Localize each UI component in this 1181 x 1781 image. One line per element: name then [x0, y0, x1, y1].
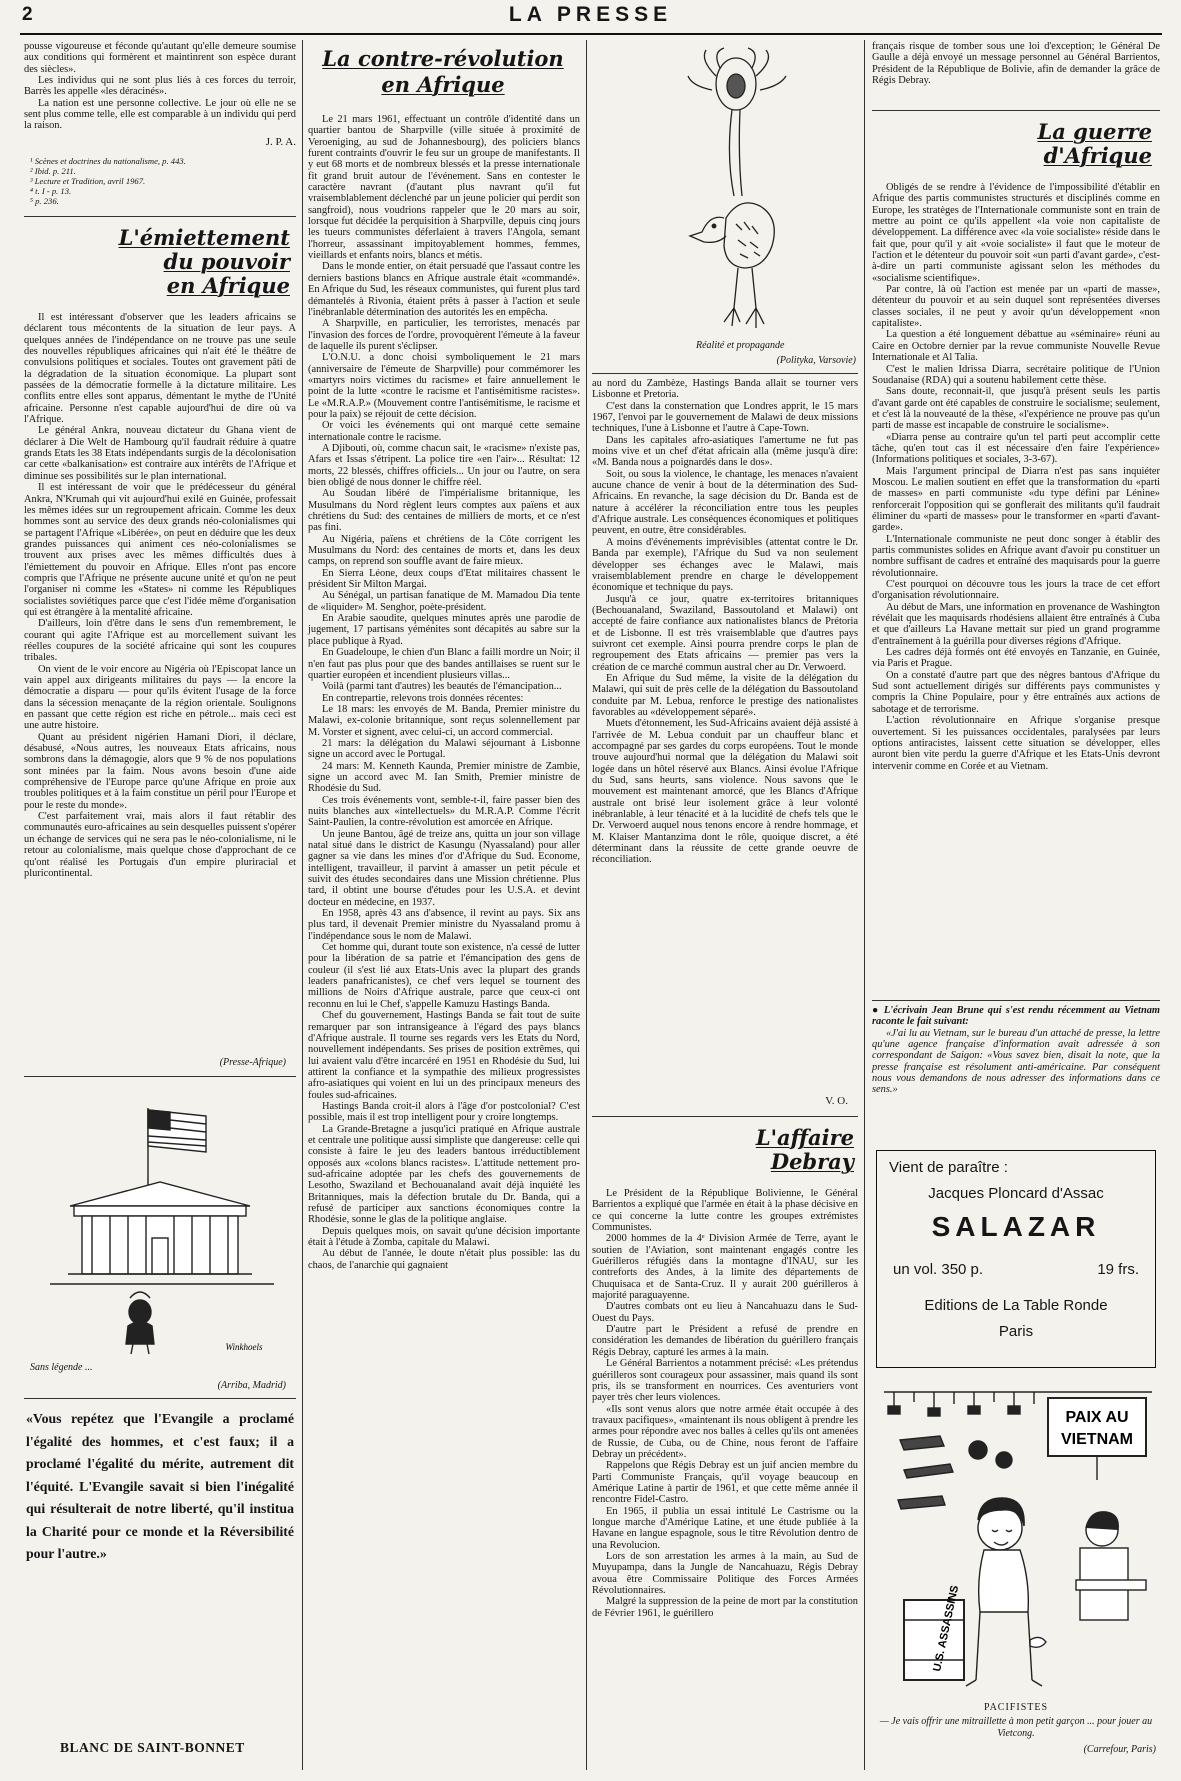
section-divider: [872, 110, 1160, 111]
ad-book-title: SALAZAR: [931, 1211, 1101, 1242]
footnotes: ¹ Scènes et doctrines du nationalisme, p. 443. ² Ibid. p. 211. ³ Lecture et Tradition, avril 1967. ⁴ t. I - p. 13. ⁵ p. 236.: [30, 156, 186, 206]
column-rule: [586, 40, 587, 1770]
cartoon-peacock-bird: [640, 46, 820, 346]
guerre-headline: La guerre d'Afrique: [1037, 119, 1152, 168]
article-signature: J. P. A.: [265, 136, 296, 148]
brune-note: ● L'écrivain Jean Brune qui s'est rendu récemment au Vietnam raconte le fait suivant: «J'ai lu au Vietnam, sur le bureau d'un attaché de presse, la lettre qu'une agence française d'information avait adressée à son correspondant de Saigon: «Vous savez bien, disait la note, que la presse française est résolument anti-américaine. Par conséquent nous vous demandons de nous adresser des informations dans ce sens.»: [872, 1005, 1160, 1096]
cartoon-right-source: (Carrefour, Paris): [1083, 1744, 1156, 1755]
section-divider: [24, 1398, 296, 1399]
cartoon-left-signature: Winkhoels: [225, 1342, 263, 1352]
section-divider: [872, 1000, 1160, 1001]
page-number: 2: [22, 4, 33, 25]
cartoon-sign-line2: VIETNAM: [1061, 1431, 1133, 1448]
cartoon-sign-line1: PAIX AU: [1065, 1409, 1129, 1426]
masthead-title: LA PRESSE: [508, 3, 673, 26]
guerre-body: Obligés de se rendre à l'évidence de l'impossibilité d'établir en Afrique des partis communistes structurés et disciplinés comme en Europe, les stratèges de l'Internationale communiste sont en train de mettre au point ce qu'ils appellent «la voie non capitaliste de développement. La différence avec «la voie socialiste» réside dans le fait que, pour qu'il y ait «voie socialiste» il faut que le moteur de l'action et le détenteur du pouvoir soit «un parti d'avant garde», c'est-à-dire un parti communiste agissant selon les méthodes du «socialisme scientifique». Par contre, là où l'action est menée par un «parti de masse», détenteur du pouvoir et au sein duquel sont représentées diverses classes sociales, il ne peut y avoir qu'un développement «non capitaliste». La question a été longuement débattue au «séminaire» réuni au Caire en Octobre dernier par la revue communiste Nouvelle Revue Internationale et Al Talia. C'est le malien Idrissa Diarra, secrétaire politique de l'Union Soudanaise (RDA) qui a soutenu habilement cette thèse. Sans doute, reconnait-il, que jusqu'à présent seuls les partis d'avant garde ont été capables de construire le socialisme; seulement, et c'est là la nouveauté de la thèse, «l'expérience ne prouve pas qu'un parti de masse est incapable de construire le socialisme». «Diarra pense au contraire qu'un tel parti peut accomplir cette tâche, qu'en tout cas il est nécessaire d'en faire l'expérience» (Informations politiques et sociales, 3-3-67). Mais l'argument principal de Diarra n'est pas sans inquiéter Moscou. Le malien soutient en effet que la transformation du «parti de masses» en parti communiste «du type défini par Lénine» renforcerait l'opposition qui se gonflerait des militants qu'il faudrait éliminer du «parti de masses» pour le transformer en «parti d'avant-garde». L'Internationale communiste ne peut donc songer à établir des partis communistes solides en Afrique avant d'avoir pu constituer un nombre suffisant de cadres et entraîné des maquisards pour la guerre révolutionnaire. C'est pourquoi on découvre tous les jours la trace de cet effort d'organisation révolutionnaire. Au début de Mars, une information en provenance de Washington révélait que les maquisards rhodésiens allaient être entraînés à Cuba et que d'ailleurs La Havane mettait sur pied un grand programme d'entraînement à la guérilla pour diverses régions d'Afrique. Les cadres déjà formés ont été envoyés en Tanzanie, en Guinée, via Paris et Prague. On a constaté d'autre part que des nègres bantous d'Afrique du Sud sont actuellement dirigés sur différents pays communistes y compris la Chine Populaire, pour y être entraînés aux actions de sabotage et de terrorisme. L'action révolutionnaire en Afrique s'organise presque ouvertement. Si les puissances occidentales, paralysées par leurs options antiracistes, laissent cette situation se développer, elles auront bien vite perdu la guerre d'Afrique et les Etats-Unis devront intervenir comme en Corée et au Vietnam.: [872, 182, 1160, 772]
article-continuation: pousse vigoureuse et féconde qu'autant qu'elle demeure soumise aux conditions qui formèrent et maintinrent son espèce durant des siècles». Les individus qui ne sont plus liés à ces forces du terroir, Barrès les appelle «les déracinés». La nation est une personne collective. Le jour où elle ne se sent plus comme telle, elle est comparable à un individu qui perd la raison.: [24, 41, 296, 132]
cartoon-crate-text: U.S. ASSASSINS: [931, 1584, 962, 1673]
cartoon-right-title: PACIFISTES: [983, 1702, 1049, 1713]
contre-revolution-continuation: au nord du Zambèze, Hastings Banda allait se tourner vers Lisbonne et Pretoria. C'est dans la consternation que Londres apprit, le 15 mars 1967, l'envoi par le gouvernement de Malawi de deux missions techniques, l'une à Lisbonne et l'autre à Cape-Town. Dans les capitales afro-asiatiques l'amertume ne fut pas moins vive et un chef d'état africain alla (même jusqu'à dire: «M. Banda nous a poignardés dans le dos». Soit, ou sous la violence, le chantage, les menaces n'avaient aucune chance de venir à bout de la détermination des Sud-Africains. En revanche, la sage décision du Dr. Banda est de nature à accélérer la réconciliation entre tous les peuples d'Afrique australe. Les conséquences économiques et politiques peuvent, en outre, être considérables. A moins d'événements imprévisibles (attentat contre le Dr. Banda par exemple), l'Afrique du Sud va non seulement développer ses échanges avec le Malawi, mais vraisemblablement prendre en charge le développement économique et technique du pays. Jusqu'à ce jour, quatre ex-territoires britanniques (Bechouanaland, Swaziland, Bassoutoland et Malawi) ont accepté de faire confiance aux nationalistes blancs de Prétoria et de Lisbonne. Il est très vraisemblable que d'autres pays suivront cet exemple. Ainsi pourra prendre corps le plan de regroupement des Etats africains — premier pas vers la création de ce marché commun austral cher au Dr. Verwoerd. En Afrique du Sud même, la visite de la délégation du Malawi, qui suit de près celle de la délégation du Bassoutoland conduite par M. Lebua, renforce le prestige des nationalistes favorables au «développement séparé». Muets d'étonnement, les Sud-Africains avaient déjà assisté à l'arrivée de M. Lebua conduit par un chauffeur blanc et accompagné par ses gardes du corps européens. Tout le monde trouve aujourd'hui normal que la délégation du Malawi soit logée dans un hôtel réservé aux Blancs. Ainsi évolue l'Afrique du Sud, sans heurts, sans violence. Nous savons que le mouvement est maintenant amorcé, que les Blancs d'Afrique australe ont brisé leur isolement grâce à leur volonté inébranlable, à leur ténacité et à la lucidité de chefs tels que le Dr. Verwoerd auquel nous tenons encore à rendre hommage, et M. Klaiser Mantanzima dont le rôle, quoique discret, a été déterminant dans la réussite de cette grande oeuvre de réconciliation.: [592, 378, 858, 866]
cartoon-left-source: (Arriba, Madrid): [217, 1380, 286, 1391]
emiettement-source: (Presse-Afrique): [219, 1057, 286, 1068]
emiettement-body: Il est intéressant d'observer que les leaders africains se déclarent tous mécontents de la situation de leur pays. A quelques années de l'indépendance on ne trouve pas une seule des nouvelles républiques africaines qui n'ait été le théâtre de convulsions politiques et sociales. Toutes ont gravement pâti de la dégradation de la situation économique. La plupart sont passées de la démocratie formelle à la dictature militaire. Les conflits entre elles sont apparus, démentant le mythe de l'Unité africaine. Personne n'est capable aujourd'hui de dire où va l'Afrique. Le général Ankra, nouveau dictateur du Ghana vient de déclarer à Die Welt de Hambourg qu'il faudrait réduire à quatre grands Etats les 38 Etats indépendants surgis de la décolonisation car cette «balkanisation» est contraire aux intérêts de l'Afrique et diminue ses possibilités sur le plan international. Il est intéressant de voir que le prédécesseur du général Ankra, N'Krumah qui vit aujourd'hui exilé en Guinée, professait les mêmes idées sur un regroupement africain. Comme les deux hommes sont au service des deux grands néo-colonialismes qui se partagent l'Afrique «Libérée», on peut en déduire que les deux grandes puissances qui animent ces néo-colonialismes se trouvent aux prises avec les mêmes difficultés dues à l'émiettement du pouvoir en Afrique. Elles n'ont pas encore compris que l'Afrique ne présente aucune unité et qu'on ne peut l'organiser ni comme les «States» ni comme les Républiques socialistes soviétiques parce que c'est l'idée même d'organisation qui est étrangère à la mentalité africaine. D'ailleurs, loin d'être dans le sens d'un remembrement, le courant qui agite l'Afrique est au morcellement suivant les réelles coupures de la société africaine qui sont les coupures tribales. On vient de le voir encore au Nigéria où l'Episcopat lance un vain appel aux dirigeants militaires du pays — la encore la démocratie a disparu — pour qu'ils évitent l'usage de la force dans la sécession menaçante de la région orientale. Soulignons en passant que cette région est riche en pétrole... mais ceci est une autre histoire. Quant au président nigérien Hamani Diori, il déclare, désabusé, «Nous autres, les nouveaux Etats africains, nous sombrons dans la démagogie, alors que 9 % de nos populations sont minées par la faim. Nous avons besoin d'une aide compréhensive de l'Europe parce qu'une Afrique en proie aux troubles politiques et à la faim constitue un péril pour l'Europe et pour le reste du monde». C'est parfaitement vrai, mais alors il faut rétablir des communautés euro-africaines au sein desquelles puissent s'opérer un échange de services qui ne sera pas le néo-colonialisme, ni le retour au colonialisme, mais quelque chose d'approchant de ce qu'ont réalisé les Portugais d'un empire pluriracial et pluricontinental.: [24, 312, 296, 879]
debray-body: Le Président de la République Bolivienne, le Général Barrientos a expliqué que l'armée en était à la phase décisive en ce qui concerne la lutte contre les groupes extrémistes Communistes. 2000 hommes de la 4ᵉ Division Armée de Terre, ayant le soutien de l'Aviation, sont maintenant engagés contre les Guérilleros réfugiés dans la montagne d'INAU, sur les contreforts des Andes, à la limite des départements de Chuquisaca et de Santa-Cruz. Il y aurait 200 guérilleros à majorité paraguayenne. D'autres combats ont eu lieu à Nancahuazu dans le Sud-Ouest du Pays. D'autre part le Président a refusé de prendre en considération les demandes de libération du guérillero français Régis Debray, capturé les armes à la main. Le Général Barrientos a notamment précisé: «Les prétendus guérilleros sont courageux pour assassiner, mais quand ils sont pris, ils se transforment en nourrices. Ces aventuriers vont payer très cher leurs violences. «Ils sont venus alors que notre armée était occupée à des travaux pacifiques», «maintenant ils nous obligent à prendre les armes pour répondre avec nos balles à celles qu'ils ont amenées de Russie, de Cuba, ou de Chine, nous feront de l'affaire Debray un précédent». Rappelons que Régis Debray est un juif ancien membre du Parti Communiste Français, qu'il voyage beaucoup en Amérique Latine à partir de 1961, et que cette même année il rencontre Fidel-Castro. En 1965, il publia un essai intitulé Le Castrisme ou la longue marche d'Amérique Latine, et une étude publiée à la Havane en langue espagnole, sous le titre Révolution dentro de una Revolucion. Lors de son arrestation les armes à la main, au Sud de Muyupampa, dans la Jungle de Nancahuazu, Régis Debray avoua être Commissaire Politique des Forces Armées Révolutionnaires. Malgré la suppression de la peine de mort par la constitution de Février 1961, le guérillero: [592, 1188, 858, 1619]
ad-price: 19 frs.: [1097, 1261, 1139, 1278]
ad-publisher: Editions de La Table Ronde: [924, 1297, 1108, 1314]
masthead-rule: [20, 33, 1162, 35]
book-advertisement: [876, 1150, 1156, 1368]
quote-box: [26, 1408, 294, 1566]
cartoon-pacifists: [880, 1380, 1156, 1698]
emiettement-headline: L'émiettement du pouvoir en Afrique: [118, 225, 290, 298]
column-rule: [864, 40, 865, 1770]
ad-line1: Vient de paraître :: [889, 1159, 1008, 1176]
quote-author: BLANC DE SAINT-BONNET: [60, 1740, 245, 1755]
ad-format: un vol. 350 p.: [893, 1261, 984, 1278]
section-divider: [592, 1116, 858, 1117]
cartoon-center-caption: Réalité et propagande: [696, 340, 785, 351]
column-rule: [302, 40, 303, 1770]
section-divider: [24, 1076, 296, 1077]
debray-continuation: français risque de tomber sous une loi d'exception; le Général De Gaulle a déjà envoyé un message personnel au Général Barrientos, Président de la République de Bolivie, afin de demander la grâce de Régis Debray.: [872, 41, 1160, 87]
contre-revolution-signature: V. O.: [825, 1095, 848, 1107]
ad-author: Jacques Ploncard d'Assac: [928, 1185, 1104, 1202]
ad-city: Paris: [998, 1323, 1034, 1340]
cartoon-white-house: [30, 1086, 292, 1356]
cartoon-right-caption: — Je vais offrir une mitraillette à mon petit garçon ... pour jouer au Vietcong.: [879, 1716, 1153, 1739]
section-divider: [592, 373, 858, 374]
cartoon-center-source: (Polityka, Varsovie): [776, 355, 856, 366]
section-divider: [24, 216, 296, 217]
quote-text: «Vous repétez que l'Evangile a proclamé l'égalité des hommes, et c'est faux; il a proclamé l'égalité du mérite, autrement dit l'équité. L'Evangile savait si bien l'inégalité qui résulterait de notre liberté, qu'il institua la Charité pour ce monde et la Réversibilité pour l'autre.»: [26, 1411, 294, 1561]
debray-headline: L'affaire Debray: [755, 1125, 854, 1174]
contre-revolution-body: Le 21 mars 1961, effectuant un contrôle d'identité dans un quartier bantou de Sharpville (ville située à proximité de Veroeniging, au sud de Johannesbourg), des policiers blancs furent contraints d'ouvrir le feu sur un groupe de manifestants. Il y eut 68 morts et de nombreux blessés et la presse internationale fit grand bruit autour de l'événement. Sans en contester le caractère navrant (d'autant plus navrant qu'il fut vraisemblablement déclenché par un jeune policier qui perdit son sangfroid), nous voudrions rappeler que le 20 mars au soir, lorsque fut décidée la perquisition à Sharpville, depuis cinq jours les tueurs communistes déferlaient à travers l'Angola, semant l'horreur, assassinant impitoyablement hommes, femmes, vieillards et enfants noirs, blancs et métis. Dans le monde entier, on était persuadé que l'assaut contre les derniers bastions blancs en Afrique australe était «commandé». En Afrique du Sud, les réseaux communistes, qui furent plus tard démantelés à Rivonia, étaient prêts à passer à l'action et seule l'inébranlable détermination des autorités les en empêcha. A Sharpville, en particulier, les terroristes, menacés par l'invasion des forces de l'ordre, provoquèrent l'émeute à la faveur de laquelle ils purent s'éclipser. L'O.N.U. a donc choisi symboliquement le 21 mars (anniversaire de l'émeute de Sharpville) pour commémorer les «martyrs noirs victimes du racisme» et faire annuellement le point de la lutte «contre le racisme et l'antisémitisme racistes». Le «M.R.A.P.» (Mouvement contre l'antisémitisme, le racisme et pour la paix) se réjouit de cette décision. Or voici les événements qui ont marqué cette semaine internationale contre le racisme. A Djibouti, où, comme chacun sait, le «racisme» n'existe pas, Afars et Issas s'étripent. La police tire «en l'air»... Résultat: 12 morts, 22 blessés, chiffres officiels... Un jour ou l'autre, on sera bien obligé de nous donner le chiffre réel. Au Soudan libéré de l'impérialisme britannique, les Musulmans du Nord règlent leurs comptes aux païens et aux chrétiens du Sud: des centaines de milliers de morts, et ce n'est pas fini. Au Nigéria, païens et chrétiens de la Côte corrigent les Musulmans du Nord: des centaines de morts et, dans les deux camps, on reprend son souffle avant de faire mieux. En Sierra Léone, deux coups d'Etat militaires chassent le président Sir Milton Margai. Au Sénégal, un partisan fanatique de M. Mamadou Dia tente de «liquider» M. Senghor, poète-président. En Arabie saoudite, quelques minutes après une parodie de jugement, 17 partisans yéménites sont décapités au sabre sur la place publique à Ryad. En Guadeloupe, le chien d'un Blanc a failli mordre un Noir; il n'en faut pas plus pour que des bandes antillaises se ruent sur le quartier européen et incendient plusieurs villas... Voilà (parmi tant d'autres) les beautés de l'émancipation... En contrepartie, relevons trois données récentes: Le 18 mars: les envoyés de M. Banda, Premier ministre du Malawi, ex-colonie britannique, sont reçus solennellement par M. Vorster et signent, avec celui-ci, un accord commercial. 21 mars: la délégation du Malawi séjournant à Lisbonne signe un accord avec le Portugal. 24 mars: M. Kenneth Kaunda, Premier ministre de Zambie, signe un accord avec M. Ian Smith, Premier ministre de Rhodésie du Sud. Ces trois événements vont, semble-t-il, faire passer bien des nuits blanches aux «intellectuels» du M.R.A.P. Comme l'écrit Saint-Paulien, la contre-révolution est amorcée en Afrique. Un jeune Bantou, âgé de treize ans, quitta un jour son village natal situé dans le district de Kasungu (Nyassaland) pour aller gagner sa vie dans les mines d'or d'Afrique du Sud. Econome, intelligent, travailleur, il parvint à amasser un petit pécule et suivit des études secondaires dans une Mission chrétienne. Plus tard, il obtint une bourse d'études pour les U.S.A. et devint docteur en médecine, en 1937. En 1958, après 43 ans d'absence, il revint au pays. Six ans plus tard, il devenait Premier ministre du Nyassaland promu à l'indépendance sous le nom de Malawi. Cet homme qui, durant toute son existence, n'a cessé de lutter pour la libération de sa patrie et l'émancipation des gens de couleur (il s'est lié aux Etats-Unis avec la plupart des grands leaders panafricanistes), ce chef vers lequel se tournent des millions de Noirs d'Afrique australe, parce que ceux-ci ont reconnu en lui le Chef, s'appelle Kamuzu Hastings Banda. Chef du gouvernement, Hastings Banda se fait tout de suite remarquer par son intransigeance à l'égard des pays blancs d'Afrique australe. Il tourne ses regards vers les Etats du Nord, nouvellement indépendants. Ses prises de position extrêmes, qui lui avaient valu d'être incarcéré en 1951 en Rhodésie du Sud, lui attirent la confiance et la sympathie des milieux progressistes afro-asiatiques qui voient en lui un des principaux meneurs des foules sud-africaines. Hastings Banda croit-il alors à l'âge d'or postcolonial? C'est possible, mais il est trop intelligent pour y croire longtemps. La Grande-Bretagne a jusqu'ici pratiqué en Afrique australe et centrale une politique aussi simpliste que dangereuse: celle qui consiste à faire le jeu des leaders bantous irréductiblement opposés aux «colons blancs racistes». L'attitude nettement pro-sud-africaine adoptée par les chefs des gouvernements de Lesotho, Swaziland et Bechouanaland avait déjà inquiété les Britanniques, mais la défection brutale du Dr. Banda, qui a refusé de participer aux sanctions économiques contre la Rhodésie, sonne le glas de la politique anglaise. Depuis quelques mois, on savait qu'une décision importante était à l'étude à Zomba, capitale du Malawi. Au début de l'année, le doute n'était plus possible: las du chaos, de l'anarchie qui gagnaient: [308, 114, 580, 1271]
cartoon-left-caption: Sans légende ...: [30, 1362, 93, 1373]
contre-revolution-headline: La contre-révolution en Afrique: [322, 46, 564, 97]
